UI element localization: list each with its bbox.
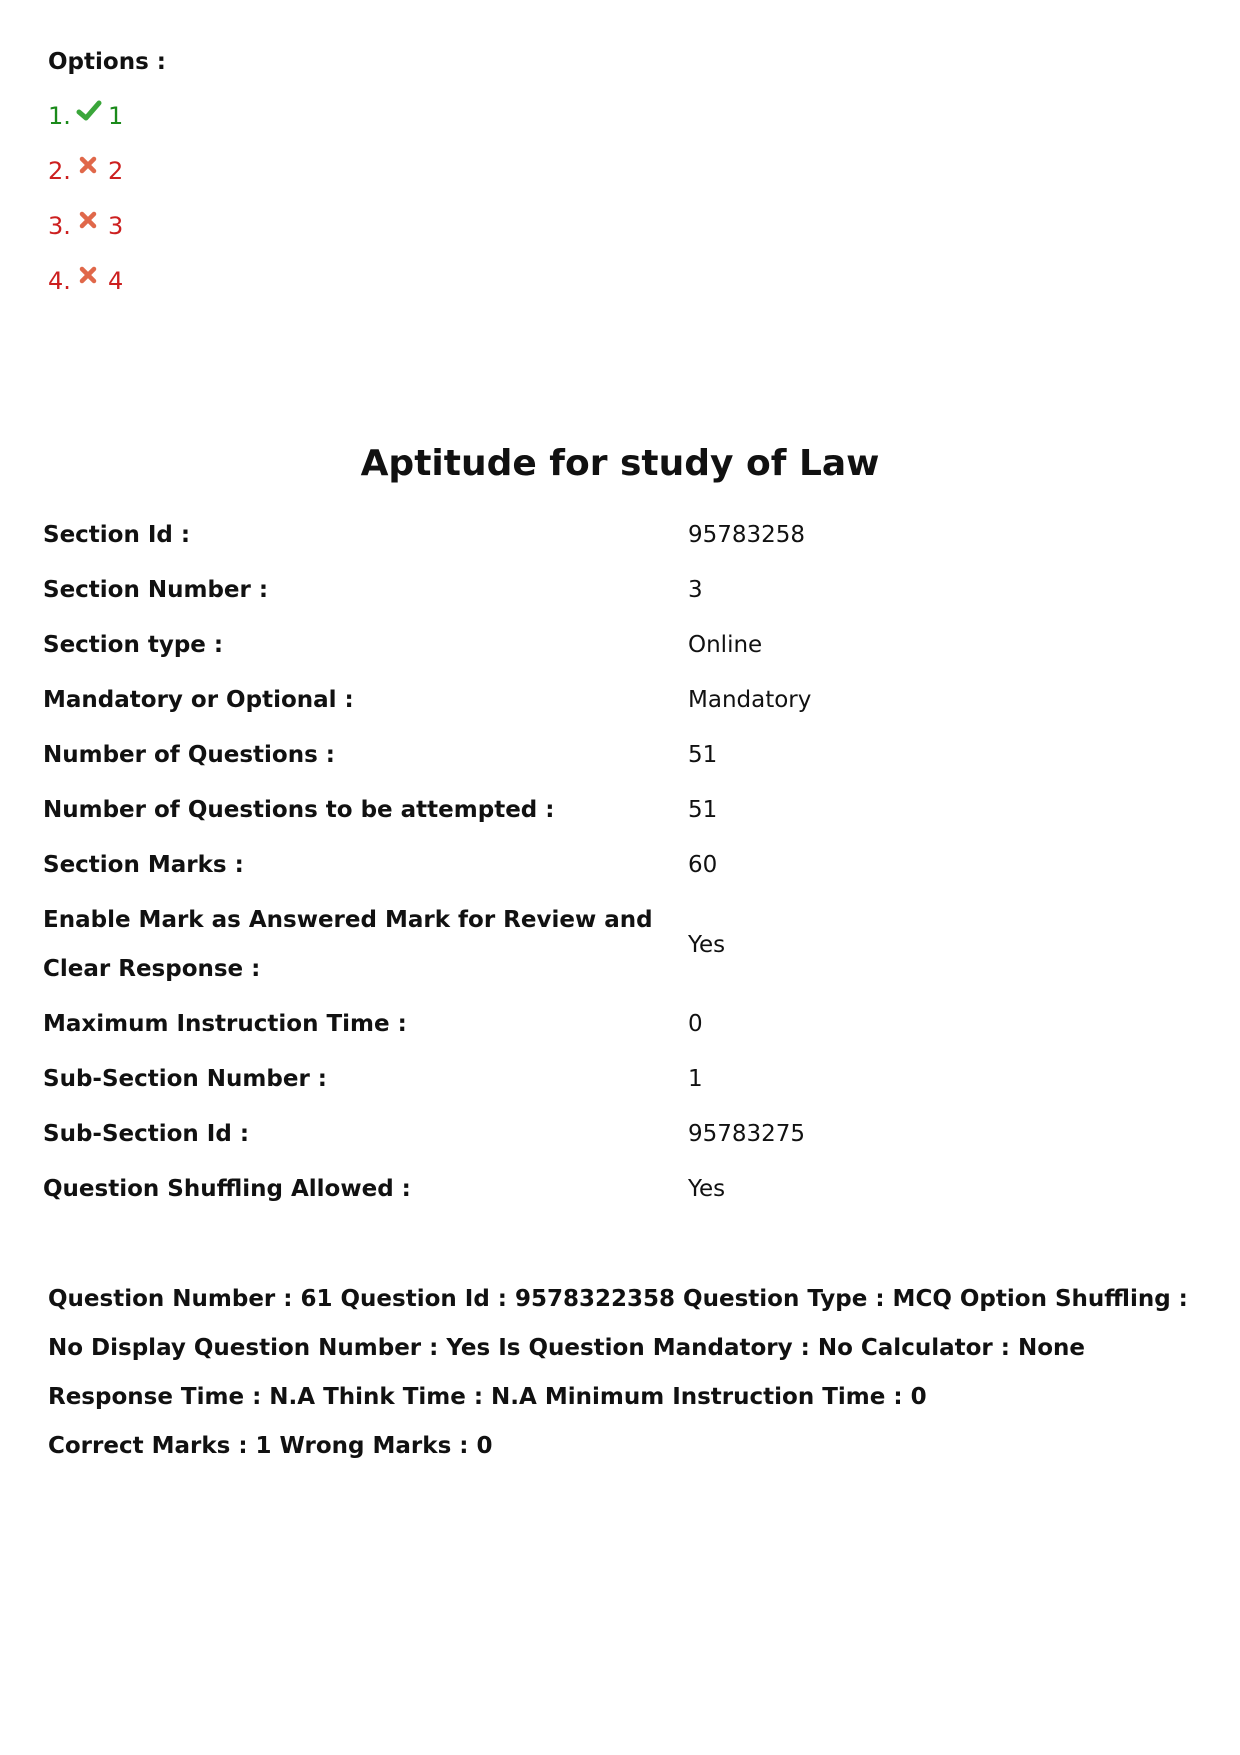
option-1 (48, 98, 166, 134)
check-icon (76, 98, 102, 124)
section-title: Aptitude for study of Law (360, 443, 880, 484)
info-label: Section Number : (43, 577, 269, 603)
option-text: 3 (108, 212, 124, 240)
option-2 (48, 153, 166, 189)
info-value: 3 (688, 577, 703, 603)
info-label: Sub-Section Number : (43, 1066, 328, 1092)
option-number: 2. (48, 157, 71, 185)
info-row-section-marks (43, 838, 1183, 893)
option-text: 4 (108, 267, 124, 295)
option-number: 1. (48, 102, 71, 130)
options-label: Options : (48, 49, 166, 75)
info-label: Section Marks : (43, 852, 244, 878)
info-label: Sub-Section Id : (43, 1121, 250, 1147)
info-value: Yes (688, 1176, 726, 1202)
info-label: Number of Questions : (43, 742, 335, 768)
option-number: 3. (48, 212, 71, 240)
section-info-table (43, 508, 1183, 1217)
info-row-questions-to-attempt (43, 783, 1183, 838)
info-row-section-type (43, 618, 1183, 673)
info-label: Maximum Instruction Time : (43, 1011, 407, 1037)
info-label: Question Shuffling Allowed : (43, 1176, 411, 1202)
info-row-enable-mark (43, 893, 1183, 997)
info-row-mandatory (43, 673, 1183, 728)
info-row-sub-section-number (43, 1052, 1183, 1107)
info-value: 1 (688, 1066, 703, 1092)
info-value: Online (688, 632, 763, 658)
info-value: 51 (688, 742, 718, 768)
option-text: 2 (108, 157, 124, 185)
info-row-number-of-questions (43, 728, 1183, 783)
info-value: Mandatory (688, 687, 812, 713)
info-value: Yes (688, 931, 726, 958)
info-label: Enable Mark as Answered Mark for Review and Clear Response : (43, 907, 653, 982)
info-value: 0 (688, 1011, 703, 1037)
info-label: Section type : (43, 632, 224, 658)
info-value: 51 (688, 797, 718, 823)
option-number: 4. (48, 267, 71, 295)
info-label: Mandatory or Optional : (43, 687, 354, 713)
info-row-section-id (43, 508, 1183, 563)
info-value: 60 (688, 852, 718, 878)
info-row-sub-section-id (43, 1107, 1183, 1162)
cross-icon (76, 263, 102, 289)
info-value: 95783258 (688, 522, 806, 548)
info-row-question-shuffling (43, 1162, 1183, 1217)
cross-icon (76, 153, 102, 179)
options-block (48, 44, 166, 318)
question-meta: Question Number : 61 Question Id : 9578322358 Question Type : MCQ Option Shuffling : No Display Question Number : Yes Is Question Mandatory : No Calculator : None Response Time : N.A Think Time : N.A Minimum Instruction Time : 0 (48, 1286, 1188, 1410)
option-text: 1 (108, 102, 124, 130)
info-label: Number of Questions to be attempted : (43, 797, 555, 823)
cross-icon (76, 208, 102, 234)
info-row-max-instruction-time (43, 997, 1183, 1052)
option-3 (48, 208, 166, 244)
info-row-section-number (43, 563, 1183, 618)
info-value: 95783275 (688, 1121, 806, 1147)
info-label: Section Id : (43, 522, 191, 548)
question-marks: Correct Marks : 1 Wrong Marks : 0 (48, 1433, 493, 1459)
option-4 (48, 263, 166, 299)
